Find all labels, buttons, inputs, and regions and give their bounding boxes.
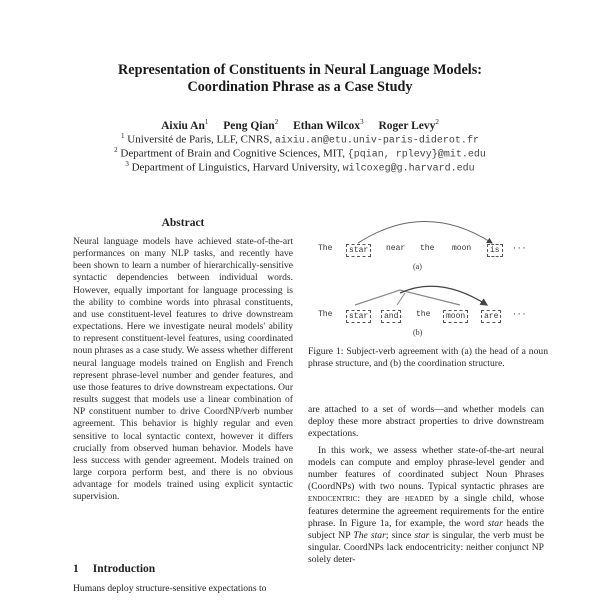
author: Roger Levy$^2$: [378, 118, 439, 132]
title-line-1: Representation of Constituents in Neural Language Models:: [118, 62, 482, 78]
abstract-heading: Abstract: [161, 217, 205, 229]
affiliation-2: $^2$ Department of Brain and Cognitive Sciences, MIT, {pqian, rplevy}@mit.edu: [114, 146, 486, 161]
right-column-body: [308, 404, 544, 567]
abstract-body: Neural language models have achieved state-of-the-art performances on many NLP tasks, and recently have been shown to learn a number of hierarchically-sensitive syntactic dependencies between individual words. However, equally important for language processing is the ability to combine words into phrasal constituents, and use constituent-level features to drive downstream expectations. Here we investigate neural models' ability to represent constituent-level features, using coordinated noun phrases as a case study. We assess whether different neural language models trained on English and French represent phrase-level number and gender features, and use those features to drive downstream expectations. Our results suggest that models use a linear combination of NP constituent number to drive CoordNP/verb number agreement. This behavior is highly regular and even sensitive to local syntactic context, however it differs crucially from observed human behavior. Models have less success with gender agreement. Models trained on large corpora perform best, and there is no obvious advantage for models trained using explicit syntactic supervision.: [73, 236, 293, 503]
affiliation-1: $^1$ Université de Paris, LLF, CNRS, aixiu.an@etu.univ-paris-diderot.fr: [121, 132, 479, 147]
affiliation-3: $^3$ Department of Linguistics, Harvard University, wilcoxeg@g.harvard.edu: [125, 160, 475, 175]
author: Aixiu An$^1$: [161, 118, 209, 132]
section-heading-introduction: 1 Introduction: [73, 563, 156, 575]
title-line-2: Coordination Phrase as a Case Study: [187, 79, 413, 95]
figure-caption: Figure 1: Subject-verb agreement with (a) the head of a noun phrase structure, and (b) the coordination structure.: [308, 346, 548, 369]
email-link[interactable]: {pqian, rplevy}@mit.edu: [347, 149, 486, 161]
author: Ethan Wilcox$^3$: [293, 118, 364, 132]
author: Peng Qian$^2$: [223, 118, 279, 132]
paragraph: In this work, we assess whether state-of-the-art neural models can compute and employ phrase-level gender and number features of coordinated subject Noun Phrases (CoordNPs) with two nouns. Typical syntactic phrases are endocentric: they are headed by a single child, whose features determine the agreement requirements for the entire phrase. In Figure 1a, for example, the word star heads the subject NP The star; since star is singular, the verb must be singular. CoordNPs lack endocentricity: neither conjunct NP solely deter-: [308, 444, 544, 566]
email-link[interactable]: wilcoxeg@g.harvard.edu: [342, 163, 475, 175]
paragraph: are attached to a set of words—and whether models can deploy these more abstract properties to drive downstream expectations.: [308, 404, 544, 440]
email-link[interactable]: aixiu.an@etu.univ-paris-diderot.fr: [274, 135, 479, 147]
intro-first-line: Humans deploy structure-sensitive expectations to: [73, 583, 267, 594]
